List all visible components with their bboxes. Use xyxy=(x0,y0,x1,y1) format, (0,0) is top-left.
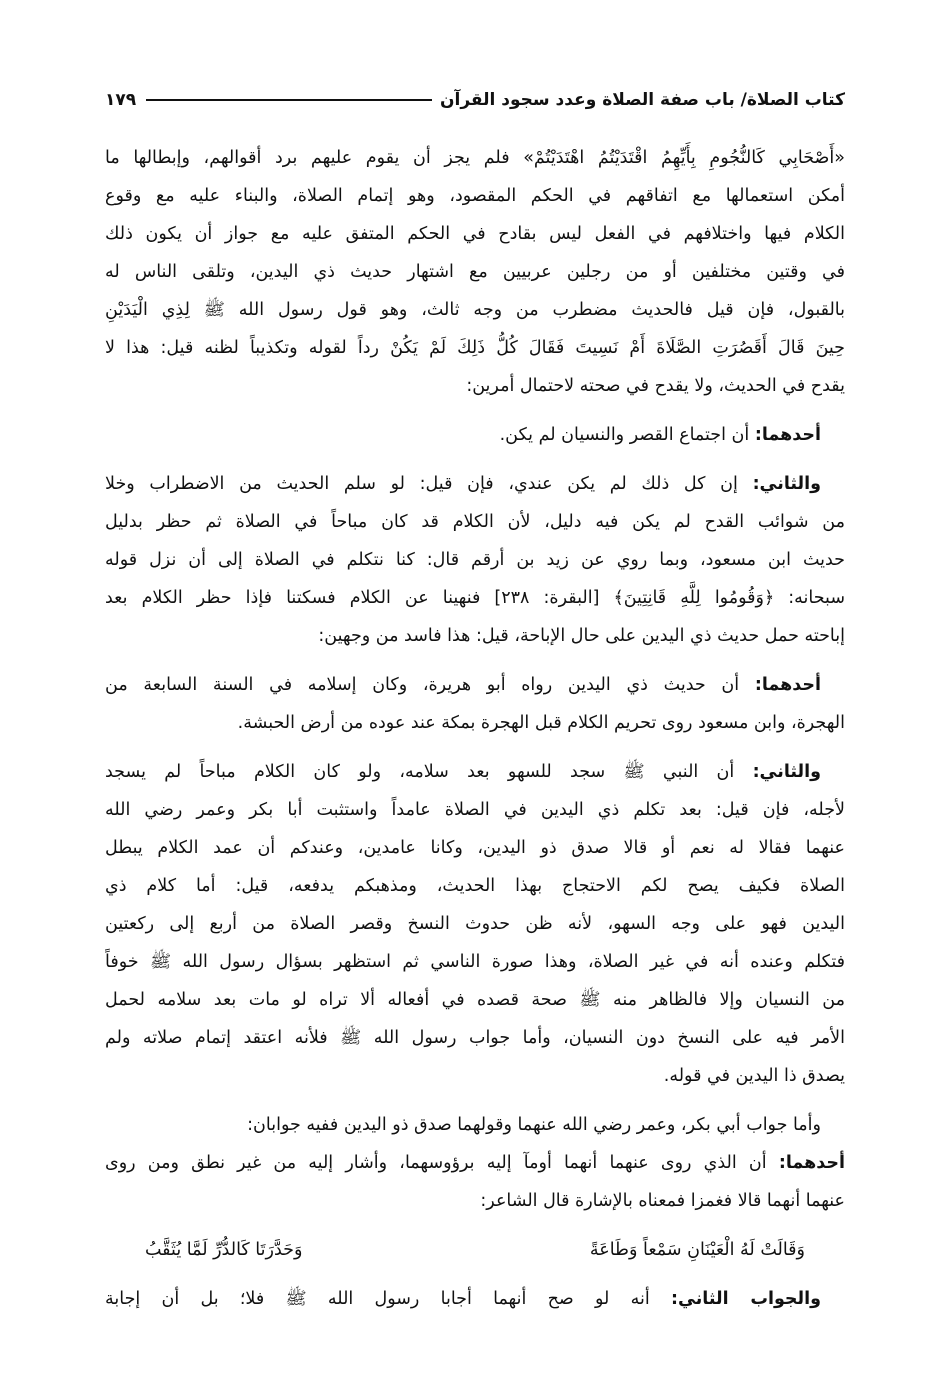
text-line: «أَصْحَابِي كَالنُّجُومِ بِأَيِّهِمُ اقْتَدَيْتُمُ اهْتَدَيْتُمْ» فلم يجز أن يقوم عليهم برد أقوالهم، وإبطالها ما xyxy=(105,148,845,168)
paragraph-lead: أحدهما: xyxy=(754,675,821,695)
text-line: اليدين فهو على وجه السهو، لأنه ظن حدوث النسخ وقصر الصلاة من أربع إلى ركعتين xyxy=(105,914,845,934)
line-text: إن كل ذلك لم يكن عندي، فإن قيل: لو سلم الحديث من الاضطراب وخلا xyxy=(105,474,753,494)
text-line xyxy=(105,1144,845,1182)
chapter-title: كتاب الصلاة/ باب صفة الصلاة وعدد سجود القرآن xyxy=(440,90,845,110)
text-line: الكلام فيها واختلافهم في الفعل ليس بقادح في الحكم المتفق عليه مع جواز أن يكون ذلك xyxy=(105,224,845,244)
text-line: حديث ابن مسعود، وبما روي عن زيد بن أرقم قال: كنا نتكلم في الصلاة إلى أن نزل قوله xyxy=(105,550,845,570)
page-number: ١٧٩ xyxy=(105,90,137,110)
line-text: أن اجتماع القصر والنسيان لم يكن. xyxy=(499,425,755,445)
text-line: في وقتين مختلفين أو من رجلين عربيين مع اشتهار حديث ذي اليدين، وتلقى الناس له xyxy=(105,262,845,282)
text-line xyxy=(105,1280,845,1318)
line-text: أن حديث ذي اليدين رواه أبو هريرة، وكان إسلامه في السنة السابعة من xyxy=(105,675,755,695)
line-text: أنه لو صح أنهما أجابا رسول الله ﷺ فلا؛ بل أن إجابة xyxy=(105,1289,672,1309)
line-text: أن النبي ﷺ سجد للسهو بعد سلامه، ولو كان الكلام مباحاً لم يسجد xyxy=(105,762,753,782)
text-line: عنهما فقالا له نعم أو قالا صدق ذو اليدين، وكانا عامدين، وعندكم أن عمد الكلام يبطل xyxy=(105,838,845,858)
text-line xyxy=(105,666,845,704)
paragraph-lead: والثاني: xyxy=(752,474,821,494)
text-line: حِينَ قَالَ أَقَصُرَتِ الصَّلَاةَ أَمْ نَسِيتَ فَقَالَ كُلُّ ذَلِكَ لَمْ يَكُنْ رداً لقوله وتكذيباً لظنه قيل: هذا لا xyxy=(105,338,845,358)
text-line: أمكن استعمالها مع اتفاقهم في الحكم المقصود، وهو إتمام الصلاة، والبناء عليه مع وقوع xyxy=(105,186,845,206)
paragraph-lead: أحدهما: xyxy=(778,1153,845,1173)
text-line: من شوائب القدح لم يكن فيه دليل، لأن الكلام قد كان مباحاً في الصلاة ثم حظر بدليل xyxy=(105,512,845,532)
text-line: الأمر فيه على النسخ دون النسيان، وأما جواب رسول الله ﷺ فلأنه اعتقد إتمام صلاته ولم xyxy=(105,1028,845,1048)
text-line: إباحته حمل حديث ذي اليدين على حال الإباحة، قيل: هذا فاسد من وجهين: xyxy=(318,626,845,646)
text-line: الصلاة فكيف يصح لكم الاحتجاج بهذا الحديث، ومذهبكم يدفعه، قيل: أما كلام ذي xyxy=(105,876,845,896)
poem-second-hemistich: وَحَدَّرَتَا كَالدُّرِّ لَمَّا يُثَقَّبُ xyxy=(145,1240,303,1260)
text-line: وأما جواب أبي بكر، وعمر رضي الله عنهما وقولهما صدق ذو اليدين ففيه جوابان: xyxy=(247,1115,821,1135)
paragraph-lead: والثاني: xyxy=(752,762,821,782)
paragraph-lead: أحدهما: xyxy=(754,425,821,445)
header-rule xyxy=(146,99,432,101)
text-line: فتكلم وعنده أنه في غير الصلاة، وهذا صورة الناسي ثم استظهر بسؤال رسول الله ﷺ خوفاً xyxy=(105,952,845,972)
paragraph-lead: والجواب الثاني: xyxy=(671,1289,821,1309)
text-line: سبحانه: ﴿وَقُومُوا لِلَّهِ قَانِتِينَ﴾ [البقرة: ٢٣٨] فنهينا عن الكلام فسكتنا فإذا حظر الكلام بعد xyxy=(105,588,845,608)
text-line: من النسيان وإلا فالظاهر منه ﷺ صحة قصده في أفعاله ألا تراه لو مات بعد سلامه لحمل xyxy=(105,990,845,1010)
text-line: يصدق ذا اليدين في قوله. xyxy=(663,1066,845,1086)
text-line xyxy=(105,416,845,454)
poem-first-hemistich: وَقَالَتْ لَهُ الْعَيْنَانِ سَمْعاً وَطَاعَةً xyxy=(589,1240,805,1260)
running-header xyxy=(105,86,845,114)
text-line: بالقبول، فإن قيل فالحديث مضطرب من وجه ثالث، وهو قول رسول الله ﷺ لِذِي الْيَدَيْنِ xyxy=(105,300,845,320)
page-body xyxy=(105,139,845,1318)
line-text: أن الذي روى عنهما أنهما أومآ إليه برؤوسهما، وأشار إليه من غير نطق ومن روى xyxy=(105,1153,779,1173)
poem-verse xyxy=(105,1231,845,1269)
text-line: يقدح في الحديث، ولا يقدح في صحته لاحتمال أمرين: xyxy=(466,376,845,396)
text-line: لأجله، فإن قيل: بعد تكلم ذي اليدين في الصلاة عامداً واستثبت أبا بكر وعمر رضي الله xyxy=(105,800,845,820)
text-line xyxy=(105,753,845,791)
text-line: عنهما أنهما قالا فغمزا فمعناه بالإشارة قال الشاعر: xyxy=(480,1191,845,1211)
text-line xyxy=(105,465,845,503)
text-line: الهجرة، وابن مسعود روى تحريم الكلام قبل الهجرة بمكة عند عوده من أرض الحبشة. xyxy=(237,713,845,733)
